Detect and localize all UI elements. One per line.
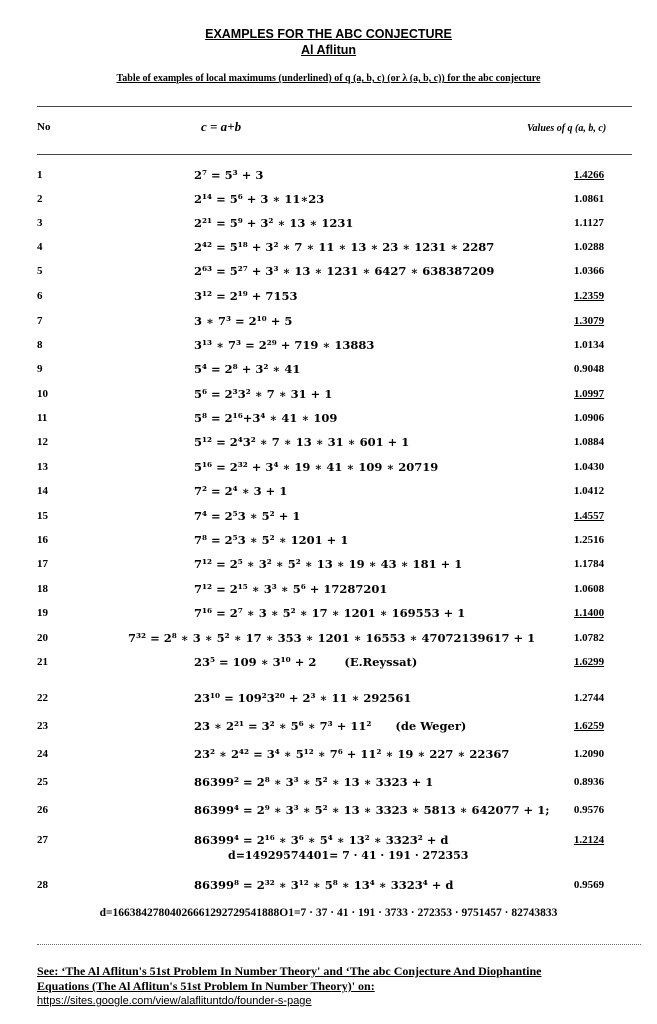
row-equation: 5¹² = 2⁴3² ∗ 7 ∗ 13 ∗ 31 ∗ 601 + 1 bbox=[194, 435, 410, 449]
row-q-value bbox=[554, 656, 624, 668]
row-q-value-text: 1.0412 bbox=[573, 485, 605, 497]
table-row bbox=[0, 433, 657, 453]
row-q-value bbox=[554, 193, 624, 205]
row-number: 28 bbox=[37, 879, 48, 891]
table-row bbox=[0, 360, 657, 380]
table-row bbox=[0, 287, 657, 307]
row-q-value-text: 1.0782 bbox=[573, 632, 605, 644]
row-number: 23 bbox=[37, 720, 48, 732]
row-q-value-text: 1.2124 bbox=[573, 834, 605, 846]
row-equation: 3 ∗ 7³ = 2¹⁰ + 5 bbox=[194, 314, 293, 328]
table-row bbox=[0, 689, 657, 709]
header-rule-top bbox=[37, 106, 632, 107]
row-equation: 5⁴ = 2⁸ + 3² ∗ 41 bbox=[194, 362, 301, 376]
row-equation: 5¹⁶ = 2³² + 3⁴ ∗ 19 ∗ 41 ∗ 109 ∗ 20719 bbox=[194, 460, 439, 474]
row-q-value-text: 1.3079 bbox=[573, 315, 605, 327]
row-q-value-text: 1.6299 bbox=[573, 656, 605, 668]
row-equation: 86399² = 2⁸ ∗ 3³ ∗ 5² ∗ 13 ∗ 3323 + 1 bbox=[194, 775, 434, 789]
row-q-value-text: 1.0366 bbox=[573, 265, 605, 277]
row-number: 1 bbox=[37, 169, 43, 181]
footer-link[interactable]: https://sites.google.com/view/alaflituntdo/founder-s-page bbox=[37, 995, 312, 1007]
row-q-value-text: 1.0906 bbox=[573, 412, 605, 424]
column-header-equation: c = a+b bbox=[201, 119, 242, 134]
row-q-value bbox=[554, 265, 624, 277]
table-row bbox=[0, 831, 657, 851]
table-row bbox=[0, 190, 657, 210]
row-equation: 2⁶³ = 5²⁷ + 3³ ∗ 13 ∗ 1231 ∗ 6427 ∗ 638387209 bbox=[194, 264, 495, 278]
row-q-value-text: 0.9569 bbox=[573, 879, 605, 891]
row-equation: 2²¹ = 5⁹ + 3² ∗ 13 ∗ 1231 bbox=[194, 216, 354, 230]
row-number: 2 bbox=[37, 193, 43, 205]
row-number: 6 bbox=[37, 290, 43, 302]
row-q-value-text: 1.0430 bbox=[573, 461, 605, 473]
row-q-value bbox=[554, 583, 624, 595]
row-q-value-text: 1.2359 bbox=[573, 290, 605, 302]
row-q-value bbox=[554, 510, 624, 522]
footer-separator bbox=[37, 944, 641, 945]
row-number: 24 bbox=[37, 748, 48, 760]
row-q-value bbox=[554, 879, 624, 891]
row-q-value bbox=[554, 363, 624, 375]
row-q-value bbox=[554, 485, 624, 497]
row-number: 21 bbox=[37, 656, 48, 668]
row-q-value-text: 1.0134 bbox=[573, 339, 605, 351]
author-name: Al Aflitun bbox=[300, 43, 357, 57]
table-row bbox=[0, 580, 657, 600]
row-equation: 2⁷ = 5³ + 3 bbox=[194, 168, 264, 182]
row-equation: 3¹² = 2¹⁹ + 7153 bbox=[194, 289, 298, 303]
row-number: 17 bbox=[37, 558, 48, 570]
row-q-value-text: 1.0608 bbox=[573, 583, 605, 595]
row-q-value-text: 1.2516 bbox=[573, 534, 605, 546]
table-row bbox=[0, 214, 657, 234]
row-27-d-value: d=14929574401= 7 · 41 · 191 · 272353 bbox=[228, 849, 469, 862]
row-equation: 7⁴ = 2⁵3 ∗ 5² + 1 bbox=[194, 509, 301, 523]
row-equation: 7³² = 2⁸ ∗ 3 ∗ 5² ∗ 17 ∗ 353 ∗ 1201 ∗ 16553 ∗ 47072139617 + 1 bbox=[128, 631, 536, 645]
row-q-value bbox=[554, 412, 624, 424]
column-header-values: Values of q (a, b, c) bbox=[527, 123, 607, 134]
row-q-value bbox=[554, 748, 624, 760]
column-header-no: No bbox=[37, 121, 51, 133]
table-row bbox=[0, 629, 657, 649]
row-number: 10 bbox=[37, 388, 48, 400]
row-q-value bbox=[554, 632, 624, 644]
row-q-value-text: 1.2090 bbox=[573, 748, 605, 760]
row-q-value-text: 1.0997 bbox=[573, 388, 605, 400]
row-number: 4 bbox=[37, 241, 43, 253]
row-equation: 2⁴² = 5¹⁸ + 3² ∗ 7 ∗ 11 ∗ 13 ∗ 23 ∗ 1231 ∗ 2287 bbox=[194, 240, 495, 254]
header-rule-bottom bbox=[37, 154, 632, 155]
row-equation: 7¹⁶ = 2⁷ ∗ 3 ∗ 5² ∗ 17 ∗ 1201 ∗ 169553 + 1 bbox=[194, 606, 466, 620]
table-caption: Table of examples of local maximums (underlined) of q (a, b, c) (or λ (a, b, c)) for the abc conjecture bbox=[116, 73, 541, 84]
row-number: 18 bbox=[37, 583, 48, 595]
row-equation: 2¹⁴ = 5⁶ + 3 ∗ 11∗23 bbox=[194, 192, 325, 206]
row-q-value bbox=[554, 720, 624, 732]
table-row bbox=[0, 555, 657, 575]
row-q-value-text: 1.1127 bbox=[574, 217, 604, 229]
row-q-value-text: 1.0884 bbox=[573, 436, 605, 448]
row-q-value bbox=[554, 461, 624, 473]
row-q-value bbox=[554, 558, 624, 570]
row-q-value-text: 1.0861 bbox=[573, 193, 605, 205]
row-number: 3 bbox=[37, 217, 43, 229]
row-number: 5 bbox=[37, 265, 43, 277]
row-q-value bbox=[554, 217, 624, 229]
row-equation: 7¹² = 2⁵ ∗ 3² ∗ 5² ∗ 13 ∗ 19 ∗ 43 ∗ 181 + 1 bbox=[194, 557, 463, 571]
row-q-value bbox=[554, 241, 624, 253]
row-q-value-text: 1.1784 bbox=[573, 558, 605, 570]
table-row bbox=[0, 773, 657, 793]
row-number: 25 bbox=[37, 776, 48, 788]
row-number: 9 bbox=[37, 363, 43, 375]
row-number: 14 bbox=[37, 485, 48, 497]
table-row bbox=[0, 604, 657, 624]
row-q-value bbox=[554, 388, 624, 400]
table-row bbox=[0, 409, 657, 429]
row-equation: 86399⁸ = 2³² ∗ 3¹² ∗ 5⁸ ∗ 13⁴ ∗ 3323⁴ + d bbox=[194, 878, 454, 892]
row-equation: 5⁶ = 2³3² ∗ 7 ∗ 31 + 1 bbox=[194, 387, 333, 401]
row-equation: 7¹² = 2¹⁵ ∗ 3³ ∗ 5⁶ + 17287201 bbox=[194, 582, 388, 596]
row-number: 15 bbox=[37, 510, 48, 522]
row-equation: 23⁵ = 109 ∗ 3¹⁰ + 2 (E.Reyssat) bbox=[194, 655, 418, 669]
row-q-value bbox=[554, 534, 624, 546]
row-equation: 86399⁴ = 2¹⁶ ∗ 3⁶ ∗ 5⁴ ∗ 13² ∗ 3323² + d bbox=[194, 833, 449, 847]
row-q-value-text: 1.4266 bbox=[573, 169, 605, 181]
row-number: 7 bbox=[37, 315, 43, 327]
table-row bbox=[0, 336, 657, 356]
row-number: 12 bbox=[37, 436, 48, 448]
table-row bbox=[0, 876, 657, 896]
row-q-value bbox=[554, 607, 624, 619]
row-number: 27 bbox=[37, 834, 48, 846]
row-q-value-text: 0.8936 bbox=[573, 776, 605, 788]
table-row bbox=[0, 801, 657, 821]
row-q-value-text: 1.6259 bbox=[573, 720, 605, 732]
row-number: 19 bbox=[37, 607, 48, 619]
table-row bbox=[0, 653, 657, 673]
row-equation: 3¹³ ∗ 7³ = 2²⁹ + 719 ∗ 13883 bbox=[194, 338, 375, 352]
row-q-value bbox=[554, 834, 624, 846]
row-28-d-value: d=16638427804026661292729541888O1=7 · 37 · 41 · 191 · 3733 · 272353 · 9751457 · 82743833 bbox=[99, 907, 558, 919]
row-q-value bbox=[554, 436, 624, 448]
row-equation: 5⁸ = 2¹⁶+3⁴ ∗ 41 ∗ 109 bbox=[194, 411, 338, 425]
row-number: 16 bbox=[37, 534, 48, 546]
table-row bbox=[0, 262, 657, 282]
row-q-value bbox=[554, 776, 624, 788]
table-row bbox=[0, 745, 657, 765]
row-equation: 23¹⁰ = 109²3²⁰ + 2³ ∗ 11 ∗ 292561 bbox=[194, 691, 412, 705]
row-q-value bbox=[554, 169, 624, 181]
row-number: 13 bbox=[37, 461, 48, 473]
row-q-value-text: 0.9576 bbox=[573, 804, 605, 816]
footer-reference-line-1: See: ‘The Al Aflitun's 51st Problem In Number Theory' and ‘The abc Conjecture And Diophantine bbox=[37, 964, 542, 978]
row-equation: 7² = 2⁴ ∗ 3 + 1 bbox=[194, 484, 288, 498]
row-q-value bbox=[554, 290, 624, 302]
row-q-value-text: 1.4557 bbox=[573, 510, 605, 522]
row-number: 26 bbox=[37, 804, 48, 816]
row-number: 8 bbox=[37, 339, 43, 351]
table-row bbox=[0, 385, 657, 405]
table-row bbox=[0, 166, 657, 186]
table-row bbox=[0, 507, 657, 527]
table-row bbox=[0, 717, 657, 737]
table-row bbox=[0, 531, 657, 551]
table-row bbox=[0, 312, 657, 332]
row-q-value bbox=[554, 339, 624, 351]
row-q-value-text: 0.9048 bbox=[573, 363, 605, 375]
page-title: EXAMPLES FOR THE ABC CONJECTURE bbox=[205, 27, 452, 41]
row-q-value-text: 1.1400 bbox=[573, 607, 605, 619]
row-number: 22 bbox=[37, 692, 48, 704]
row-number: 11 bbox=[37, 412, 48, 424]
row-q-value bbox=[554, 315, 624, 327]
row-q-value bbox=[554, 804, 624, 816]
row-equation: 23 ∗ 2²¹ = 3² ∗ 5⁶ ∗ 7³ + 11² (de Weger) bbox=[194, 719, 467, 733]
row-q-value-text: 1.2744 bbox=[573, 692, 605, 704]
row-q-value bbox=[554, 692, 624, 704]
table-row bbox=[0, 482, 657, 502]
table-row bbox=[0, 238, 657, 258]
table-row bbox=[0, 458, 657, 478]
footer-reference-line-2: Equations (The Al Aflitun's 51st Problem In Number Theory)' on: bbox=[37, 979, 375, 993]
row-equation: 7⁸ = 2⁵3 ∗ 5² ∗ 1201 + 1 bbox=[194, 533, 349, 547]
row-q-value-text: 1.0288 bbox=[573, 241, 605, 253]
row-number: 20 bbox=[37, 632, 48, 644]
row-equation: 86399⁴ = 2⁹ ∗ 3³ ∗ 5² ∗ 13 ∗ 3323 ∗ 5813 ∗ 642077 + 1; bbox=[194, 803, 550, 817]
row-equation: 23² ∗ 2⁴² = 3⁴ ∗ 5¹² ∗ 7⁶ + 11² ∗ 19 ∗ 227 ∗ 22367 bbox=[194, 747, 510, 761]
